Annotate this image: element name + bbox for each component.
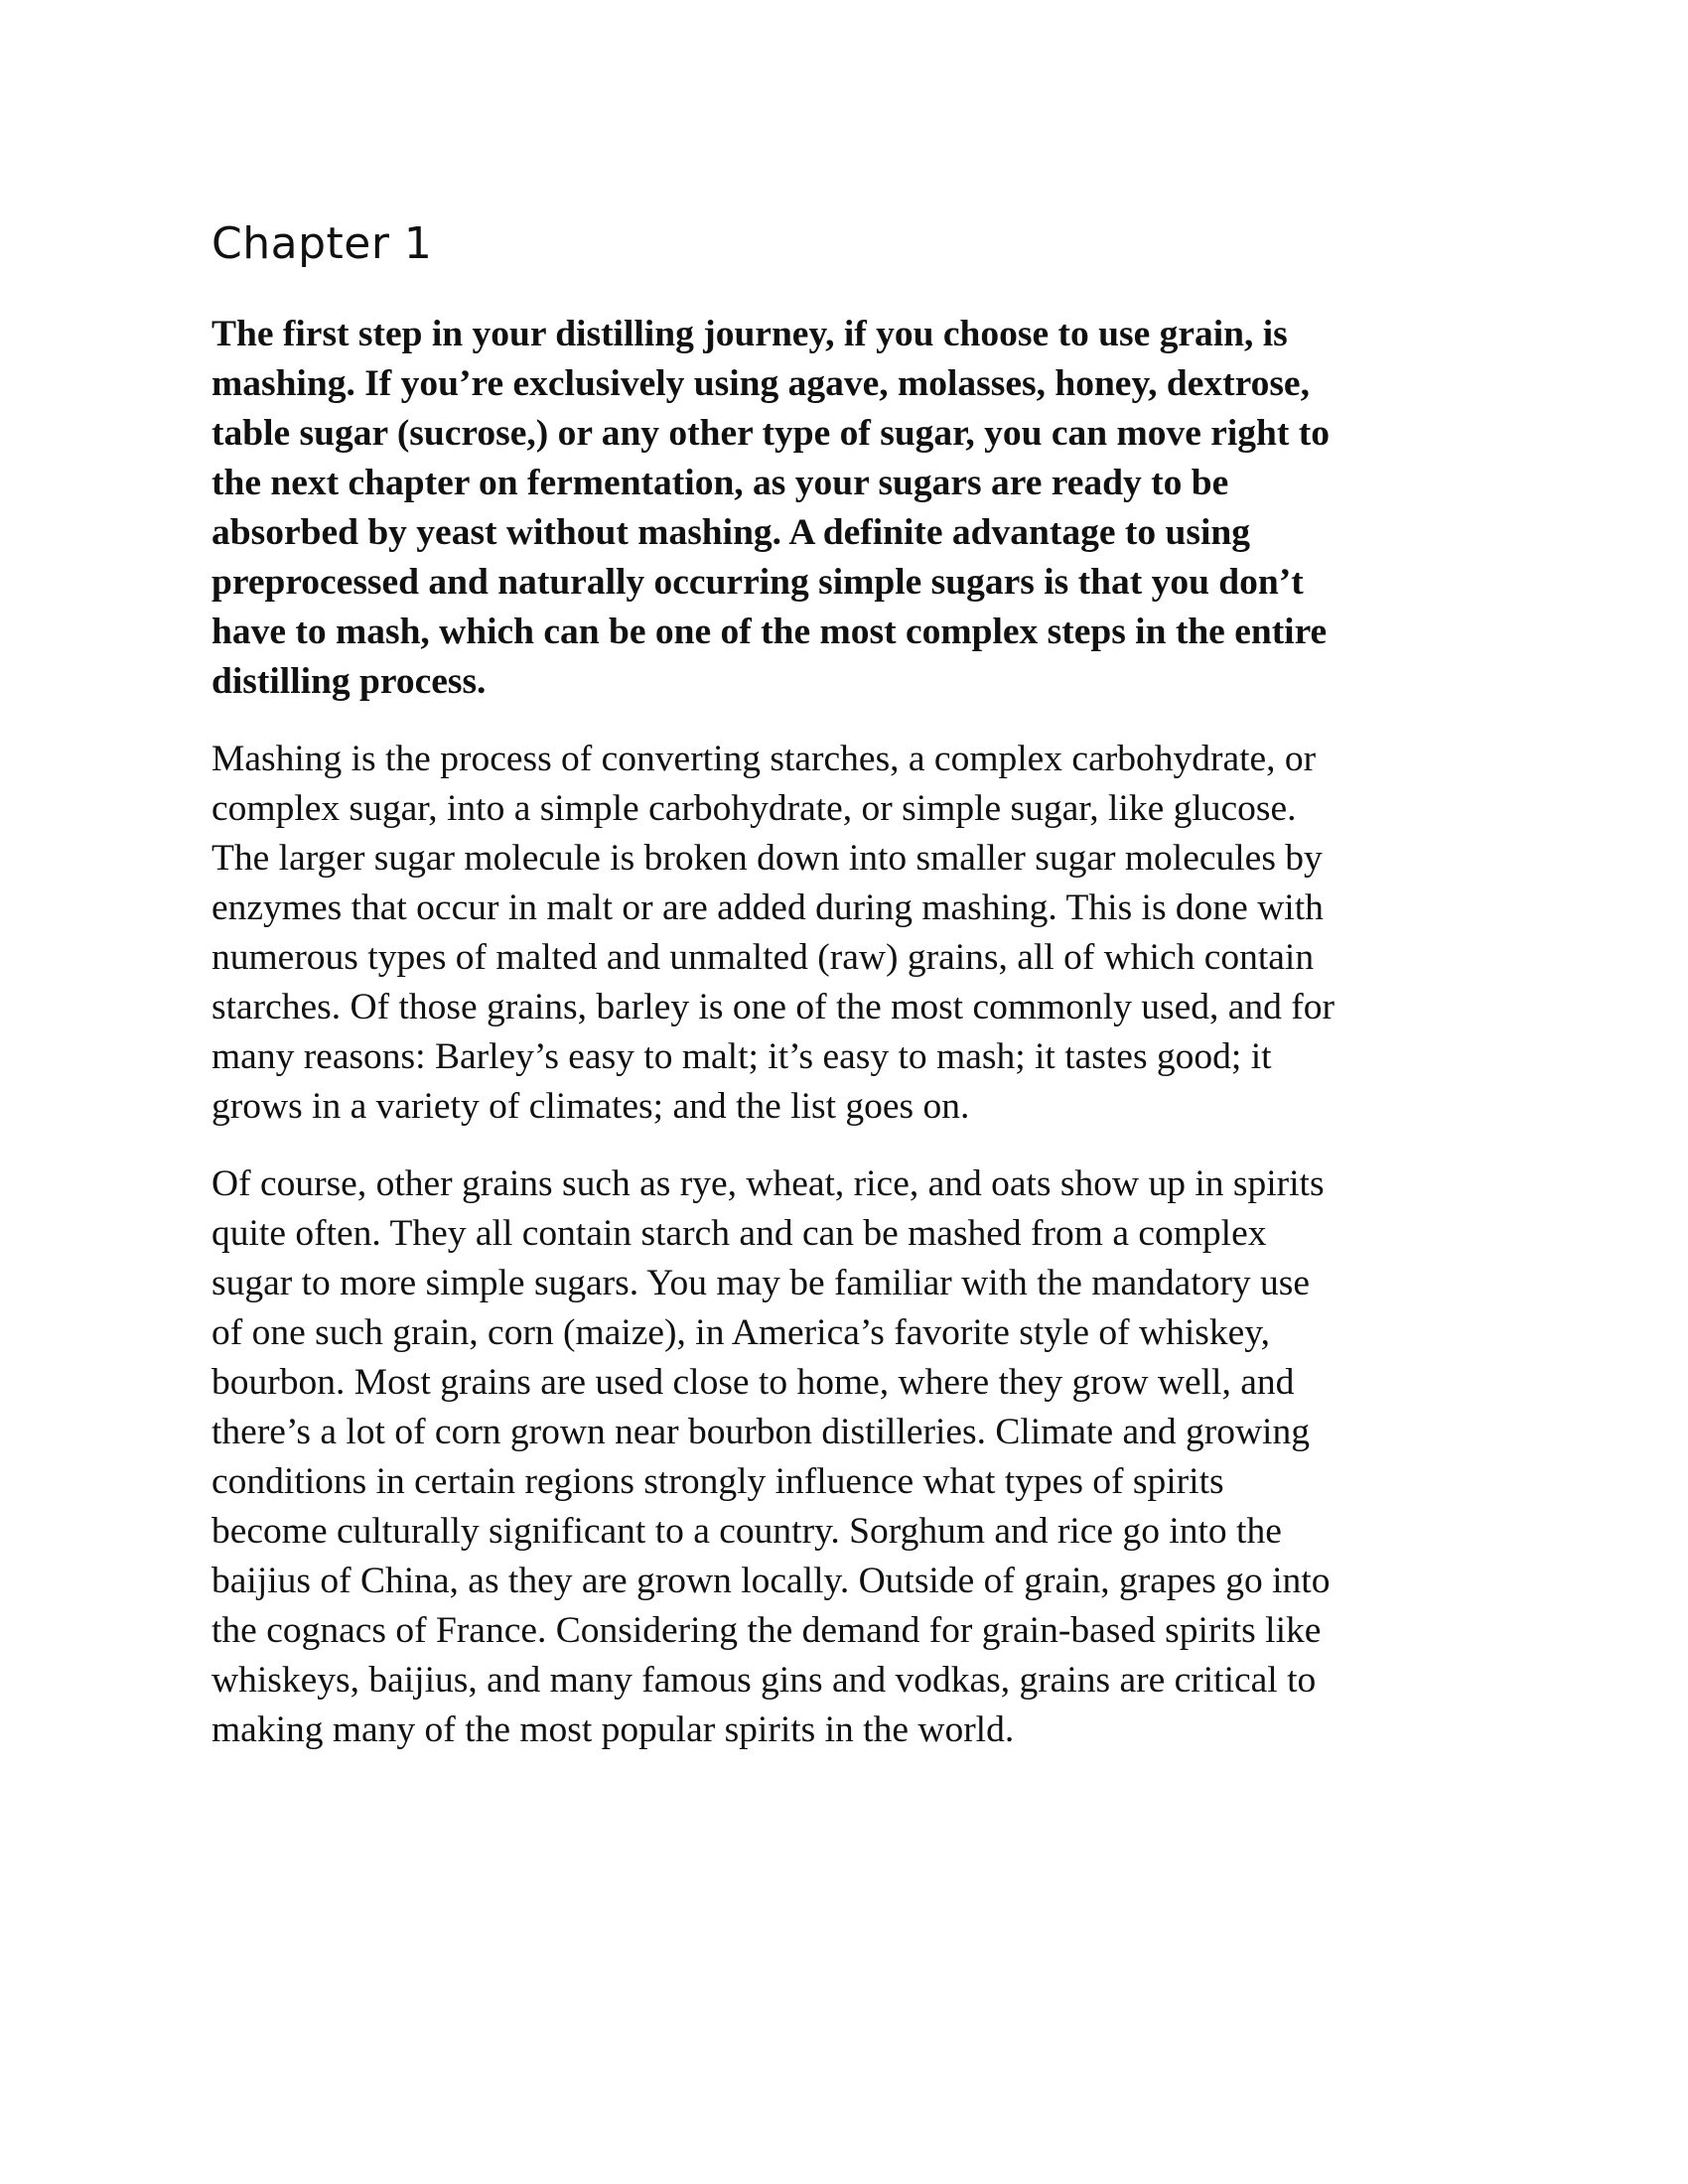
intro-line: mashing. If you’re exclusively using agave, molasses, honey, dextrose, xyxy=(211,363,1310,404)
body-line: making many of the most popular spirits in the world. xyxy=(211,1709,1015,1750)
intro-line: distilling process. xyxy=(211,661,487,702)
body-line: many reasons: Barley’s easy to malt; it’s easy to mash; it tastes good; it xyxy=(211,1036,1272,1077)
body-line: numerous types of malted and unmalted (raw) grains, all of which contain xyxy=(211,937,1315,978)
body-line: bourbon. Most grains are used close to home, where they grow well, and xyxy=(211,1362,1295,1403)
body-line: quite often. They all contain starch and can be mashed from a complex xyxy=(211,1213,1267,1254)
chapter-heading: Chapter 1 xyxy=(211,218,433,269)
intro-line: The first step in your distilling journey, if you choose to use grain, is xyxy=(211,314,1288,354)
body-line: Of course, other grains such as rye, wheat, rice, and oats show up in spirits xyxy=(211,1163,1325,1204)
intro-line: have to mash, which can be one of the most complex steps in the entire xyxy=(211,612,1328,652)
intro-paragraph xyxy=(211,310,1482,707)
body-line: baijius of China, as they are grown locally. Outside of grain, grapes go into xyxy=(211,1561,1331,1601)
body-line: Mashing is the process of converting starches, a complex carbohydrate, or xyxy=(211,739,1317,779)
body-line: whiskeys, baijius, and many famous gins and vodkas, grains are critical to xyxy=(211,1660,1317,1701)
body-line: complex sugar, into a simple carbohydrate, or simple sugar, like glucose. xyxy=(211,788,1297,829)
body-line: enzymes that occur in malt or are added during mashing. This is done with xyxy=(211,887,1324,928)
body-line: the cognacs of France. Considering the demand for grain-based spirits like xyxy=(211,1610,1322,1651)
body-line: become culturally significant to a country. Sorghum and rice go into the xyxy=(211,1511,1282,1552)
body-paragraph-mashing xyxy=(211,735,1482,1132)
body-line: grows in a variety of climates; and the list goes on. xyxy=(211,1086,970,1127)
intro-line: absorbed by yeast without mashing. A definite advantage to using xyxy=(211,512,1250,553)
body-line: of one such grain, corn (maize), in America’s favorite style of whiskey, xyxy=(211,1312,1270,1353)
body-line: starches. Of those grains, barley is one of the most commonly used, and for xyxy=(211,987,1335,1027)
document-page xyxy=(211,216,1482,1783)
body-line: there’s a lot of corn grown near bourbon distilleries. Climate and growing xyxy=(211,1412,1310,1452)
body-line: conditions in certain regions strongly influence what types of spirits xyxy=(211,1461,1224,1502)
body-line: sugar to more simple sugars. You may be familiar with the mandatory use xyxy=(211,1263,1311,1303)
intro-line: preprocessed and naturally occurring simple sugars is that you don’t xyxy=(211,562,1304,603)
body-paragraph-grains xyxy=(211,1160,1482,1755)
intro-line: the next chapter on fermentation, as your sugars are ready to be xyxy=(211,463,1229,503)
intro-line: table sugar (sucrose,) or any other type of sugar, you can move right to xyxy=(211,413,1331,454)
body-line: The larger sugar molecule is broken down into smaller sugar molecules by xyxy=(211,838,1323,879)
